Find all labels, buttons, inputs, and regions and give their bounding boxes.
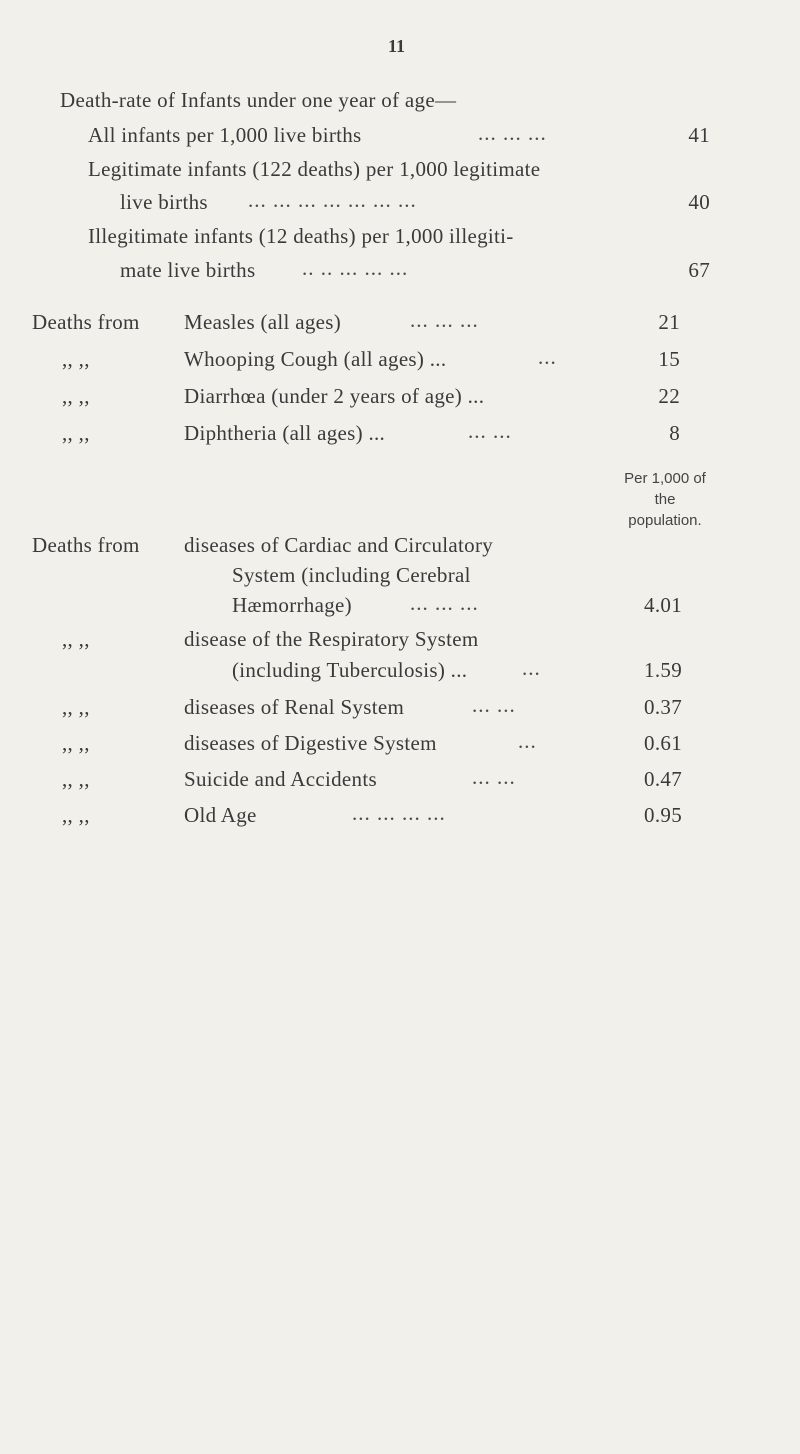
dot-leader: ... ... ...: [410, 591, 479, 615]
disease-row-label: Diphtheria (all ages) ...: [184, 421, 386, 445]
column-header-line: population.: [628, 512, 702, 529]
population-row-label: diseases of Cardiac and Circulatory: [184, 533, 494, 557]
disease-row-label: Whooping Cough (all ages) ...: [184, 347, 447, 371]
population-row-label-cont: System (including Cerebral: [232, 563, 471, 587]
population-row-label: diseases of Digestive System: [184, 731, 437, 755]
dot-leader: ... ...: [472, 765, 516, 789]
dot-leader: ... ...: [468, 419, 512, 443]
population-row-label-cont: Hæmorrhage): [232, 593, 352, 617]
ditto-prefix: ,, ,,: [62, 731, 90, 755]
population-row-value: 0.47: [644, 767, 682, 791]
infant-row-label-cont: mate live births: [120, 258, 256, 282]
infant-row-label-cont: live births: [120, 190, 208, 214]
disease-row-label: Diarrhœa (under 2 years of age) ...: [184, 384, 485, 408]
dot-leader: ...: [522, 656, 541, 680]
row-prefix: Deaths from: [32, 310, 140, 334]
population-row-value: 0.61: [644, 731, 682, 755]
ditto-prefix: ,, ,,: [62, 695, 90, 719]
ditto-prefix: ,, ,,: [62, 384, 90, 408]
population-row-value: 4.01: [644, 593, 682, 617]
column-header-line: the: [654, 491, 676, 508]
population-row-label: Old Age: [184, 803, 257, 827]
infant-row-value: 67: [688, 258, 710, 282]
ditto-prefix: ,, ,,: [62, 803, 90, 827]
ditto-prefix: ,, ,,: [62, 627, 90, 651]
infant-row-value: 41: [688, 123, 710, 147]
disease-row-value: 8: [669, 421, 680, 445]
ditto-prefix: ,, ,,: [62, 347, 90, 371]
ditto-prefix: ,, ,,: [62, 421, 90, 445]
row-prefix: Deaths from: [32, 533, 140, 557]
disease-row-value: 15: [658, 347, 680, 371]
dot-leader: ... ... ...: [410, 308, 479, 332]
population-row-label: diseases of Renal System: [184, 695, 405, 719]
dot-leader: ... ...: [472, 693, 516, 717]
infant-section-heading: Death-rate of Infants under one year of age—: [60, 88, 457, 112]
column-header: [598, 468, 732, 531]
dot-leader: ...: [538, 345, 557, 369]
population-row-value: 1.59: [644, 658, 682, 682]
column-header-line: Per 1,000 of: [624, 470, 706, 487]
population-row-label-cont: (including Tuberculosis) ...: [232, 658, 468, 682]
dot-leader: ... ... ... ... ... ... ...: [248, 188, 417, 212]
disease-row-label: Measles (all ages): [184, 310, 342, 334]
population-row-label: Suicide and Accidents: [184, 767, 377, 791]
page-number: 11: [388, 36, 406, 56]
disease-row-value: 22: [658, 384, 680, 408]
ditto-prefix: ,, ,,: [62, 767, 90, 791]
population-row-value: 0.37: [644, 695, 682, 719]
dot-leader: .. .. ... ... ...: [302, 256, 409, 280]
dot-leader: ... ... ... ...: [352, 801, 446, 825]
infant-row-value: 40: [688, 190, 710, 214]
dot-leader: ... ... ...: [478, 121, 547, 145]
population-row-value: 0.95: [644, 803, 682, 827]
infant-row-label: Illegitimate infants (12 deaths) per 1,000 illegiti-: [88, 224, 514, 248]
population-row-label: disease of the Respiratory System: [184, 627, 479, 651]
infant-row-label: All infants per 1,000 live births: [88, 123, 362, 147]
infant-row-label: Legitimate infants (122 deaths) per 1,000 legitimate: [88, 157, 541, 181]
dot-leader: ...: [518, 729, 537, 753]
disease-row-value: 21: [658, 310, 680, 334]
